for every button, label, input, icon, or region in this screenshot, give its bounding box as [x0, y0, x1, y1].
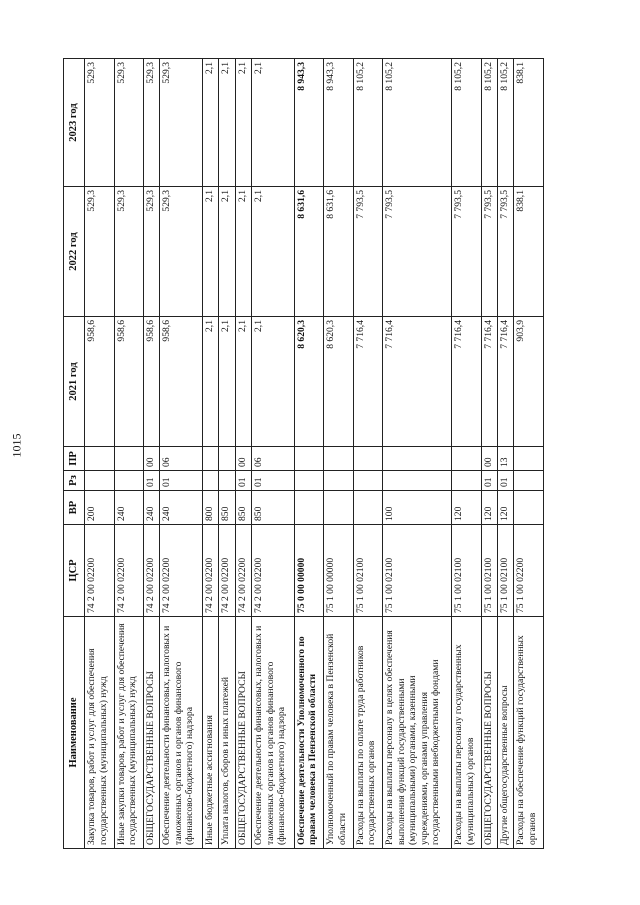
table-row	[324, 59, 354, 849]
budget-table	[63, 58, 544, 849]
row-csr: 74 2 00 02200	[160, 525, 203, 617]
row-name: Расходы на выплаты персоналу государственных (муниципальных) органов	[452, 617, 482, 849]
row-value-2022: 8 631,6	[294, 187, 324, 317]
row-name: ОБЩЕГОСУДАРСТВЕННЫЕ ВОПРОСЫ	[235, 617, 251, 849]
row-vr: 850	[219, 491, 235, 525]
row-rz: 01	[160, 471, 203, 491]
row-value-2023: 2,1	[252, 59, 295, 187]
row-name: ОБЩЕГОСУДАРСТВЕННЫЕ ВОПРОСЫ	[144, 617, 160, 849]
row-vr: 240	[160, 491, 203, 525]
row-rz: 01	[481, 471, 497, 491]
row-value-2023: 8 105,2	[353, 59, 383, 187]
row-vr	[294, 491, 324, 525]
table-row	[144, 59, 160, 849]
row-value-2022: 2,1	[235, 187, 251, 317]
row-pr	[203, 447, 219, 471]
row-vr: 120	[481, 491, 497, 525]
row-value-2022: 2,1	[203, 187, 219, 317]
row-csr: 74 2 00 02200	[219, 525, 235, 617]
row-value-2022: 8 631,6	[324, 187, 354, 317]
row-value-2022: 529,3	[144, 187, 160, 317]
row-name: Обеспечение деятельности финансовых, налоговых и таможенных органов и органов финансового (финансово-бюджетного) надзора	[160, 617, 203, 849]
row-name: Расходы на обеспечение функций государственных органов	[514, 617, 544, 849]
row-pr	[85, 447, 115, 471]
row-value-2021: 958,6	[144, 317, 160, 447]
rotated-table-container	[63, 59, 544, 849]
row-name: Обеспечение деятельности финансовых, налоговых и таможенных органов и органов финансового (финансово-бюджетного) надзора	[252, 617, 295, 849]
row-value-2021: 8 620,3	[294, 317, 324, 447]
row-value-2023: 2,1	[219, 59, 235, 187]
row-value-2023: 8 105,2	[481, 59, 497, 187]
row-value-2022: 2,1	[252, 187, 295, 317]
row-rz	[353, 471, 383, 491]
row-value-2022: 529,3	[114, 187, 144, 317]
row-value-2022: 529,3	[160, 187, 203, 317]
table-row	[294, 59, 324, 849]
row-value-2021: 7 716,4	[383, 317, 452, 447]
table-row	[219, 59, 235, 849]
row-value-2023: 529,3	[160, 59, 203, 187]
row-value-2023: 2,1	[203, 59, 219, 187]
row-csr: 75 1 00 02100	[481, 525, 497, 617]
row-name: Уполномоченный по правам человека в Пензенской области	[324, 617, 354, 849]
row-vr: 850	[235, 491, 251, 525]
row-value-2023: 838,1	[514, 59, 544, 187]
row-rz	[452, 471, 482, 491]
row-value-2021: 903,9	[514, 317, 544, 447]
row-value-2023: 8 943,3	[324, 59, 354, 187]
row-name: Закупка товаров, работ и услуг для обеспечения государственных (муниципальных) нужд	[85, 617, 115, 849]
header-2021: 2021 год	[64, 317, 85, 447]
row-value-2021: 958,6	[114, 317, 144, 447]
table-row	[498, 59, 514, 849]
header-2023: 2023 год	[64, 59, 85, 187]
table-region	[63, 59, 544, 849]
row-csr: 74 2 00 02200	[235, 525, 251, 617]
row-rz	[383, 471, 452, 491]
row-vr	[324, 491, 354, 525]
row-value-2021: 958,6	[160, 317, 203, 447]
row-vr: 850	[252, 491, 295, 525]
row-pr	[452, 447, 482, 471]
table-header-row	[64, 59, 85, 849]
row-pr: 00	[235, 447, 251, 471]
table-row	[383, 59, 452, 849]
header-2022: 2022 год	[64, 187, 85, 317]
row-value-2023: 8 105,2	[452, 59, 482, 187]
row-value-2023: 8 105,2	[498, 59, 514, 187]
row-value-2023: 2,1	[235, 59, 251, 187]
row-value-2022: 838,1	[514, 187, 544, 317]
row-rz: 01	[252, 471, 295, 491]
row-value-2022: 529,3	[85, 187, 115, 317]
table-row	[481, 59, 497, 849]
row-value-2022: 7 793,5	[383, 187, 452, 317]
row-rz: 01	[498, 471, 514, 491]
row-value-2023: 529,3	[85, 59, 115, 187]
header-name: Наименование	[64, 617, 85, 849]
table-row	[452, 59, 482, 849]
table-row	[235, 59, 251, 849]
row-vr: 120	[452, 491, 482, 525]
row-pr: 06	[252, 447, 295, 471]
header-csr: ЦСР	[64, 525, 85, 617]
table-row	[203, 59, 219, 849]
row-pr	[353, 447, 383, 471]
row-pr: 00	[481, 447, 497, 471]
row-vr: 800	[203, 491, 219, 525]
table-row	[514, 59, 544, 849]
row-name: Обеспечение деятельности Уполномоченного по правам человека в Пензенской области	[294, 617, 324, 849]
row-rz	[203, 471, 219, 491]
table-row	[353, 59, 383, 849]
header-vr: ВР	[64, 491, 85, 525]
row-rz	[85, 471, 115, 491]
row-value-2022: 7 793,5	[353, 187, 383, 317]
row-rz	[514, 471, 544, 491]
row-value-2021: 7 716,4	[353, 317, 383, 447]
table-row	[160, 59, 203, 849]
row-value-2023: 8 943,3	[294, 59, 324, 187]
row-csr: 75 1 00 02100	[383, 525, 452, 617]
row-value-2021: 2,1	[252, 317, 295, 447]
row-rz	[294, 471, 324, 491]
row-pr	[514, 447, 544, 471]
row-pr: 00	[144, 447, 160, 471]
row-csr: 75 1 00 02100	[452, 525, 482, 617]
row-value-2023: 529,3	[114, 59, 144, 187]
row-value-2021: 2,1	[203, 317, 219, 447]
row-value-2022: 7 793,5	[498, 187, 514, 317]
row-csr: 74 2 00 02200	[114, 525, 144, 617]
row-vr	[514, 491, 544, 525]
table-row	[114, 59, 144, 849]
row-pr	[324, 447, 354, 471]
row-value-2021: 2,1	[235, 317, 251, 447]
row-name: Иные закупки товаров, работ и услуг для обеспечения государственных (муниципальных) нужд	[114, 617, 144, 849]
row-value-2022: 7 793,5	[452, 187, 482, 317]
row-value-2022: 2,1	[219, 187, 235, 317]
row-rz	[114, 471, 144, 491]
row-value-2021: 958,6	[85, 317, 115, 447]
row-value-2023: 529,3	[144, 59, 160, 187]
row-pr: 06	[160, 447, 203, 471]
row-csr: 75 0 00 00000	[294, 525, 324, 617]
row-rz	[219, 471, 235, 491]
row-value-2021: 8 620,3	[324, 317, 354, 447]
row-rz: 01	[144, 471, 160, 491]
row-vr: 120	[498, 491, 514, 525]
header-pr: ПР	[64, 447, 85, 471]
table-body	[85, 59, 544, 849]
row-name: Расходы на выплаты персоналу в целях обеспечения выполнения функций государственными (муниципальными) органами, казенными учреждениями, органами управления государственными внебюджетными фондами	[383, 617, 452, 849]
row-rz: 01	[235, 471, 251, 491]
row-pr	[114, 447, 144, 471]
row-pr	[383, 447, 452, 471]
row-value-2022: 7 793,5	[481, 187, 497, 317]
row-rz	[324, 471, 354, 491]
row-csr: 74 2 00 02200	[85, 525, 115, 617]
row-pr	[219, 447, 235, 471]
row-csr: 75 1 00 02100	[353, 525, 383, 617]
row-csr: 75 1 00 02100	[498, 525, 514, 617]
row-vr	[353, 491, 383, 525]
row-name: Уплата налогов, сборов и иных платежей	[219, 617, 235, 849]
page-number: 1015	[9, 433, 24, 458]
table-row	[252, 59, 295, 849]
row-csr: 75 1 00 02200	[514, 525, 544, 617]
row-value-2023: 8 105,2	[383, 59, 452, 187]
row-value-2021: 7 716,4	[481, 317, 497, 447]
row-pr	[294, 447, 324, 471]
row-value-2021: 7 716,4	[452, 317, 482, 447]
row-value-2021: 2,1	[219, 317, 235, 447]
row-csr: 74 2 00 02200	[144, 525, 160, 617]
row-vr: 240	[144, 491, 160, 525]
header-rz: Рз	[64, 471, 85, 491]
row-csr: 74 2 00 02200	[252, 525, 295, 617]
row-vr: 240	[114, 491, 144, 525]
row-pr: 13	[498, 447, 514, 471]
row-value-2021: 7 716,4	[498, 317, 514, 447]
row-name: Другие общегосударственные вопросы	[498, 617, 514, 849]
row-csr: 75 1 00 00000	[324, 525, 354, 617]
row-vr: 100	[383, 491, 452, 525]
row-csr: 74 2 00 02200	[203, 525, 219, 617]
row-name: ОБЩЕГОСУДАРСТВЕННЫЕ ВОПРОСЫ	[481, 617, 497, 849]
table-row	[85, 59, 115, 849]
row-vr: 200	[85, 491, 115, 525]
row-name: Расходы на выплаты по оплате труда работников государственных органов	[353, 617, 383, 849]
row-name: Иные бюджетные ассигнования	[203, 617, 219, 849]
